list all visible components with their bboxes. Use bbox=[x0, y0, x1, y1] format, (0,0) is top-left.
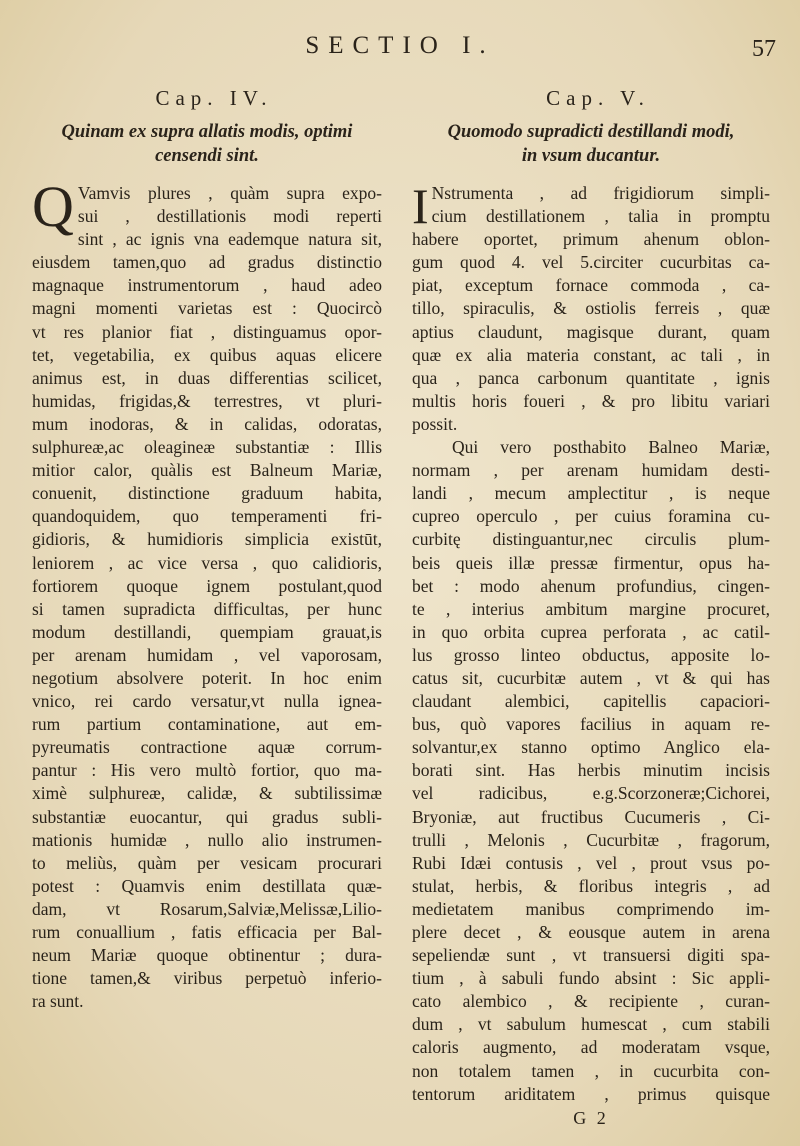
text-line: Bryoniæ, aut fructibus Cucumeris , Ci- bbox=[412, 806, 770, 827]
signature-mark: G 2 bbox=[573, 1107, 609, 1128]
text-line: pantur : His vero multò fortior, quo ma- bbox=[32, 760, 382, 781]
body-text-right bbox=[412, 178, 770, 1106]
text-line: tione tamen,& viribus perpetuò inferio- bbox=[32, 968, 382, 989]
text-line: habere oportet, primum ahenum oblon- bbox=[412, 229, 770, 250]
text-line: dum , vt sabulum humescat , cum stabili bbox=[412, 1014, 770, 1035]
text-line: animus est, in duas differentias scilicet, bbox=[32, 367, 382, 388]
text-lines-left bbox=[32, 228, 382, 1013]
text-line: potest : Quamvis enim destillata quæ- bbox=[32, 875, 382, 896]
text-line: Qui vero posthabito Balneo Mariæ, bbox=[452, 437, 770, 458]
text-line: rum partium contaminatione, aut em- bbox=[32, 714, 382, 735]
text-line: sulphureæ,ac oleagineæ substantiæ : Illis bbox=[32, 437, 382, 458]
text-line: beis queis illæ pressæ firmentur, opus ha- bbox=[412, 552, 770, 573]
text-line: sint , ac ignis vna eademque natura sit, bbox=[77, 229, 382, 250]
text-line: pyreumatis contractione aquæ corrum- bbox=[32, 737, 382, 758]
text-line: per arenam humidam , vel vaporosam, bbox=[32, 644, 382, 665]
text-line: vel radicibus, e.g.Scorzoneræ;Cichorei, bbox=[412, 783, 770, 804]
text-line: plere decet , & eousque autem in arena bbox=[412, 922, 770, 942]
chapter-heading-left bbox=[32, 120, 382, 168]
text-lines-right bbox=[412, 228, 770, 1106]
text-line: quæ ex alia materia constant, ac tali , in bbox=[412, 344, 770, 365]
text-line: gum quod 4. vel 5.circiter cucurbitas ca- bbox=[412, 252, 770, 273]
text-line: dam, vt Rosarum,Salviæ,Melissæ,Lilio- bbox=[32, 898, 382, 919]
heading-line: Quomodo supradicti destillandi modi, bbox=[447, 122, 735, 142]
text-line: caloris augmento, ad moderatam vsque, bbox=[412, 1037, 770, 1058]
chapter-heading-right bbox=[412, 120, 770, 168]
chapter-label-right: Cap. V. bbox=[546, 86, 650, 110]
text-line: in quo orbita cuprea perforata , ac catil- bbox=[412, 621, 770, 642]
heading-line: censendi sint. bbox=[155, 146, 259, 166]
text-line: aptius claudunt, magisque durant, quam bbox=[412, 321, 770, 342]
text-line: vt res planior fiat , distinguamus opor- bbox=[32, 321, 382, 342]
text-line: cato alembico , & recipiente , curan- bbox=[412, 991, 770, 1012]
heading-line: Quinam ex supra allatis modis, optimi bbox=[61, 122, 353, 142]
text-line: tentorum ariditatem , primus quisque bbox=[412, 1083, 770, 1104]
text-line: si tamen supradicta difficultas, per hunc bbox=[32, 598, 382, 619]
text-line: landi , mecum amplectitur , is neque bbox=[412, 483, 770, 504]
text-line: neum Mariæ quoque obtinentur ; dura- bbox=[32, 945, 382, 966]
text-line: normam , per arenam humidam desti- bbox=[412, 460, 770, 481]
text-line: multis horis foueri , & pro libitu variari bbox=[412, 390, 770, 411]
text-line: borati sint. Has herbis minutim incisis bbox=[412, 760, 770, 781]
text-line: sepeliendæ sunt , vt transuersi digiti spa- bbox=[412, 945, 770, 966]
text-line: bet : modo ahenum profundius, cingen- bbox=[412, 575, 770, 596]
text-line: quandoquidem, quo temperamenti fri- bbox=[32, 506, 382, 527]
text-line: tet, vegetabilia, ex quibus aquas elicere bbox=[32, 344, 382, 365]
text-line: medietatem manibus comprimendo im- bbox=[412, 898, 770, 919]
text-line: fortiorem quoque ignem postulant,quod bbox=[32, 575, 382, 596]
text-line: negotium absolvere poterit. In hoc enim bbox=[32, 667, 382, 688]
text-line: magni momenti varietas est : Quocircò bbox=[32, 298, 382, 319]
text-line: stulat, herbis, & floribus integris , ad bbox=[412, 875, 770, 896]
text-line: solvantur,ex stanno optimo Anglico ela- bbox=[412, 737, 770, 758]
text-line: sui , destillationis modi reperti bbox=[77, 206, 382, 227]
text-line: Vamvis plures , quàm supra expo- bbox=[77, 183, 382, 203]
text-line: gidioris, & humidioris simplicia existūt, bbox=[32, 529, 382, 550]
text-line: non totalem tamen , in cucurbita con- bbox=[412, 1060, 770, 1081]
text-line: curbitę distinguantur,nec circulis plum- bbox=[412, 529, 770, 550]
text-line: rum conuallium , fatis efficacia per Bal- bbox=[32, 922, 382, 942]
page-number: 57 bbox=[752, 36, 776, 62]
text-line: claudant alembici, capitellis capaciori- bbox=[412, 691, 770, 712]
text-line: conuenit, distinctione graduum habita, bbox=[32, 483, 382, 504]
text-line: bus, quò vapores facilius in aquam re- bbox=[412, 714, 770, 735]
text-line: ximè sulphureæ, calidæ, & subtilissimæ bbox=[32, 783, 382, 804]
text-line: Rubi Idæi contusis , vel , prout vsus po- bbox=[412, 852, 770, 873]
body-text-left bbox=[32, 174, 382, 1013]
text-line: to meliùs, quàm per vesicam procurari bbox=[32, 852, 382, 873]
text-line: mationis humidæ , nullo alio instrumen- bbox=[32, 829, 382, 850]
text-line: eiusdem tamen,quo ad gradus distinctio bbox=[32, 252, 382, 273]
text-line: catus sit, cucurbitæ autem , vt & qui has bbox=[412, 667, 770, 688]
text-line: cium destillationem , talia in promptu bbox=[431, 206, 770, 227]
chapter-label-left: Cap. IV. bbox=[155, 86, 273, 110]
text-line: trulli , Melonis , Cucurbitæ , fragorum, bbox=[412, 829, 770, 850]
text-line: tium , à sabuli fundo absint : Sic appli- bbox=[412, 968, 770, 989]
text-line: te , interius ambitum margine procuret, bbox=[412, 598, 770, 619]
text-line: vnico, rei cardo versatur,vt nulla ignea- bbox=[32, 691, 382, 712]
text-line: tillo, spiraculis, & ostiolis ferreis , quæ bbox=[412, 298, 770, 319]
text-line: humidas, frigidas,& terrestres, vt pluri- bbox=[32, 390, 382, 411]
text-line: magnaque instrumentorum , haud adeo bbox=[32, 275, 382, 296]
column-left bbox=[32, 78, 382, 1013]
text-line: mitior calor, quàlis est Balneum Mariæ, bbox=[32, 460, 382, 481]
text-line: qua , panca carbonum quantitate , ignis bbox=[412, 367, 770, 388]
text-line: cupreo operculo , per cuius foramina cu- bbox=[412, 506, 770, 527]
drop-cap-right: I bbox=[412, 178, 429, 234]
running-head: SECTIO I. bbox=[305, 32, 495, 59]
heading-line: in vsum ducantur. bbox=[521, 146, 661, 166]
text-line: mum inodoras, & in calidas, odoratas, bbox=[32, 413, 382, 434]
text-line: Nstrumenta , ad frigidiorum simpli- bbox=[431, 183, 770, 203]
text-line: modum destillandi, quempiam grauat,is bbox=[32, 621, 382, 642]
text-line: lus grosso linteo obductus, apposite lo- bbox=[412, 644, 770, 665]
text-line: leniorem , ac vice versa , quo calidioris, bbox=[32, 552, 382, 573]
text-line: possit. bbox=[412, 413, 458, 434]
text-line: piat, exceptum fornace commoda , ca- bbox=[412, 275, 770, 296]
column-right bbox=[412, 78, 770, 1129]
drop-cap-left: Q bbox=[32, 174, 74, 239]
text-line: ra sunt. bbox=[32, 991, 84, 1012]
text-line: substantiæ euocantur, qui gradus subli- bbox=[32, 806, 382, 827]
